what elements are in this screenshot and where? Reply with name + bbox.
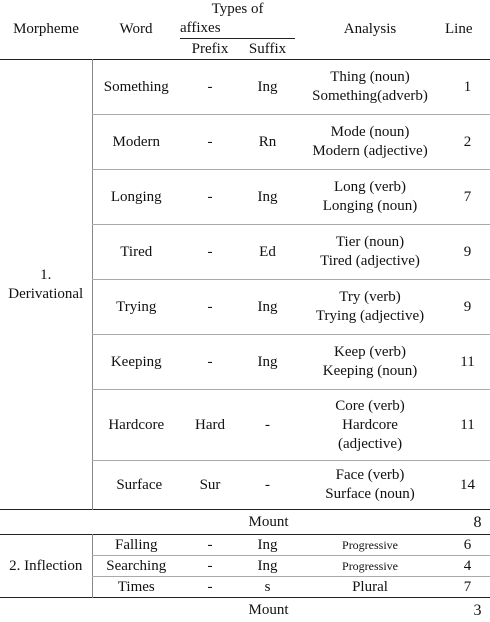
category-inflection: 2. Inflection [0, 535, 92, 598]
total-label: Mount [92, 598, 445, 622]
analysis-line: Trying (adjective) [295, 307, 445, 326]
analysis-line: Thing (noun) [295, 68, 445, 87]
total-value: 8 [445, 510, 490, 535]
total-label: Mount [92, 510, 445, 535]
inflection-section [0, 535, 490, 622]
cell-analysis [295, 280, 445, 335]
analysis-line: Core (verb) [295, 397, 445, 416]
header-prefix: Prefix [180, 39, 240, 60]
table-row [0, 60, 490, 115]
header-analysis: Analysis [295, 0, 445, 60]
analysis-line: (adjective) [295, 435, 445, 454]
header-line: Line [445, 0, 490, 60]
cell-suffix: - [240, 390, 295, 461]
cell-line: 11 [445, 335, 490, 390]
cell-line: 7 [445, 170, 490, 225]
cell-suffix: Rn [240, 115, 295, 170]
cell-word: Trying [92, 280, 180, 335]
cell-word: Hardcore [92, 390, 180, 461]
cell-suffix: Ing [240, 556, 295, 577]
analysis-line: Try (verb) [295, 288, 445, 307]
cell-prefix: - [180, 225, 240, 280]
header-types-of-affixes [180, 0, 295, 39]
cell-suffix: Ing [240, 535, 295, 556]
cell-suffix: Ed [240, 225, 295, 280]
cell-word: Falling [92, 535, 180, 556]
cell-analysis: Plural [295, 577, 445, 598]
header-types-line2: affixes [180, 19, 295, 38]
cell-analysis [295, 225, 445, 280]
cell-analysis: Progressive [295, 535, 445, 556]
cell-prefix: - [180, 577, 240, 598]
analysis-line: Mode (noun) [295, 123, 445, 142]
analysis-line: Tired (adjective) [295, 252, 445, 271]
cell-word: Searching [92, 556, 180, 577]
cell-line: 9 [445, 225, 490, 280]
total-value: 3 [445, 598, 490, 622]
category-derivational [0, 60, 92, 510]
analysis-line: Hardcore [295, 416, 445, 435]
header-types-line1: Types of [180, 0, 295, 19]
cell-line: 9 [445, 280, 490, 335]
analysis-line: Long (verb) [295, 178, 445, 197]
cell-prefix: Sur [180, 461, 240, 510]
cell-word: Longing [92, 170, 180, 225]
derivational-section [0, 60, 490, 535]
header-morpheme: Morpheme [0, 0, 92, 60]
cell-line: 7 [445, 577, 490, 598]
analysis-line: Modern (adjective) [295, 142, 445, 161]
cell-word: Modern [92, 115, 180, 170]
cell-prefix: - [180, 556, 240, 577]
total-row [0, 510, 490, 535]
cell-line: 4 [445, 556, 490, 577]
total-spacer [0, 510, 92, 535]
cell-analysis [295, 170, 445, 225]
cell-analysis [295, 335, 445, 390]
cell-word: Tired [92, 225, 180, 280]
cell-word: Surface [92, 461, 180, 510]
analysis-line: Tier (noun) [295, 233, 445, 252]
analysis-line: Something(adverb) [295, 87, 445, 106]
cell-suffix: Ing [240, 60, 295, 115]
cell-prefix: - [180, 280, 240, 335]
cell-analysis [295, 461, 445, 510]
category-label: Derivational [0, 285, 92, 304]
cell-suffix: - [240, 461, 295, 510]
cell-suffix: s [240, 577, 295, 598]
cell-suffix: Ing [240, 280, 295, 335]
cell-suffix: Ing [240, 335, 295, 390]
analysis-line: Surface (noun) [295, 485, 445, 504]
cell-prefix: - [180, 60, 240, 115]
header-word: Word [92, 0, 180, 60]
cell-line: 2 [445, 115, 490, 170]
analysis-line: Keep (verb) [295, 343, 445, 362]
cell-line: 1 [445, 60, 490, 115]
cell-word: Times [92, 577, 180, 598]
cell-prefix: - [180, 535, 240, 556]
cell-prefix: Hard [180, 390, 240, 461]
cell-analysis: Progressive [295, 556, 445, 577]
header-suffix: Suffix [240, 39, 295, 60]
total-row [0, 598, 490, 622]
cell-prefix: - [180, 170, 240, 225]
cell-line: 14 [445, 461, 490, 510]
cell-analysis [295, 390, 445, 461]
cell-analysis [295, 115, 445, 170]
cell-suffix: Ing [240, 170, 295, 225]
cell-line: 6 [445, 535, 490, 556]
cell-analysis [295, 60, 445, 115]
cell-word: Something [92, 60, 180, 115]
analysis-line: Face (verb) [295, 466, 445, 485]
analysis-line: Longing (noun) [295, 197, 445, 216]
cell-prefix: - [180, 115, 240, 170]
cell-prefix: - [180, 335, 240, 390]
category-number: 1. [0, 266, 92, 285]
cell-line: 11 [445, 390, 490, 461]
analysis-line: Keeping (noun) [295, 362, 445, 381]
cell-word: Keeping [92, 335, 180, 390]
total-spacer [0, 598, 92, 622]
table-row [0, 535, 490, 556]
